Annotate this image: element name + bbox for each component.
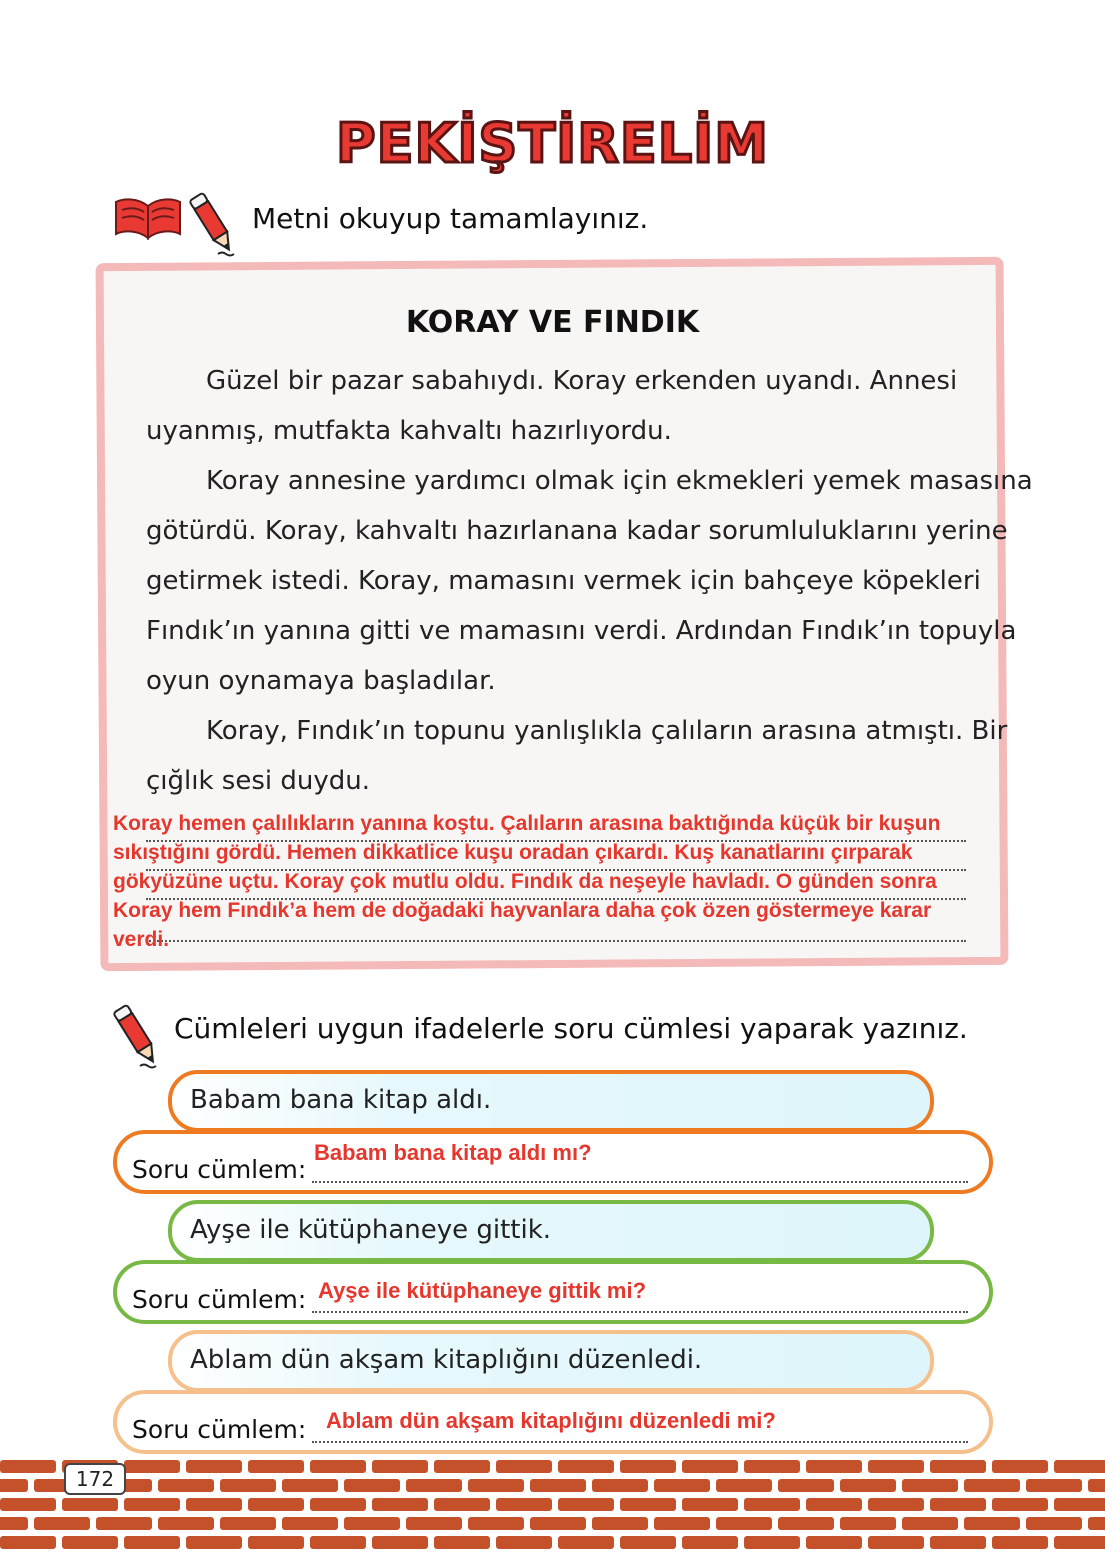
brick bbox=[372, 1460, 428, 1473]
brick bbox=[592, 1479, 648, 1492]
brick bbox=[372, 1536, 428, 1549]
brick bbox=[1088, 1479, 1105, 1492]
brick bbox=[592, 1517, 648, 1530]
brick bbox=[682, 1498, 738, 1511]
brick bbox=[344, 1517, 400, 1530]
open-book-icon bbox=[112, 196, 184, 240]
brick bbox=[496, 1498, 552, 1511]
brick bbox=[34, 1517, 90, 1530]
brick bbox=[248, 1536, 304, 1549]
brick bbox=[1026, 1517, 1082, 1530]
brick bbox=[310, 1460, 366, 1473]
brick bbox=[0, 1479, 28, 1492]
page-number: 172 bbox=[64, 1463, 126, 1495]
answer-line bbox=[312, 1311, 968, 1313]
brick bbox=[124, 1460, 180, 1473]
soru-label: Soru cümlem: bbox=[132, 1285, 307, 1314]
brick bbox=[654, 1517, 710, 1530]
brick bbox=[530, 1517, 586, 1530]
story-line: Fındık’ın yanına gitti ve mamasını verdi. Ardından Fındık’ın topuyla bbox=[146, 616, 1017, 646]
given-sentence: Ayşe ile kütüphaneye gittik. bbox=[190, 1215, 552, 1245]
brick bbox=[186, 1498, 242, 1511]
brick bbox=[1026, 1479, 1082, 1492]
brick bbox=[716, 1517, 772, 1530]
question-answer: Babam bana kitap aldı mı? bbox=[314, 1140, 592, 1165]
brick bbox=[992, 1460, 1048, 1473]
brick bbox=[806, 1536, 862, 1549]
brick bbox=[62, 1498, 118, 1511]
brick bbox=[744, 1460, 800, 1473]
story-line: Güzel bir pazar sabahıydı. Koray erkenden uyandı. Annesi bbox=[206, 366, 958, 396]
brick bbox=[124, 1498, 180, 1511]
brick bbox=[0, 1517, 28, 1530]
brick bbox=[248, 1460, 304, 1473]
brick bbox=[96, 1517, 152, 1530]
soru-label: Soru cümlem: bbox=[132, 1155, 307, 1184]
given-sentence: Babam bana kitap aldı. bbox=[190, 1085, 492, 1115]
question-answer: Ayşe ile kütüphaneye gittik mi? bbox=[318, 1278, 647, 1303]
brick bbox=[806, 1498, 862, 1511]
brick bbox=[620, 1536, 676, 1549]
story-answer-line: Koray hem Fındık’a hem de doğadaki hayvanlara daha çok özen göstermeye karar bbox=[113, 899, 932, 922]
brick bbox=[992, 1498, 1048, 1511]
story-line: Koray annesine yardımcı olmak için ekmekleri yemek masasına bbox=[206, 466, 1033, 496]
brick bbox=[220, 1517, 276, 1530]
story-line: Koray, Fındık’ın topunu yanlışlıkla çalıların arasına atmıştı. Bir bbox=[206, 716, 1008, 746]
brick bbox=[558, 1460, 614, 1473]
brick bbox=[930, 1498, 986, 1511]
brick bbox=[282, 1479, 338, 1492]
brick bbox=[406, 1479, 462, 1492]
story-answer-line: Koray hemen çalılıkların yanına koştu. Çalıların arasına baktığında küçük bir kuşun bbox=[113, 812, 941, 835]
brick bbox=[778, 1517, 834, 1530]
brick bbox=[778, 1479, 834, 1492]
brick bbox=[282, 1517, 338, 1530]
brick bbox=[744, 1536, 800, 1549]
brick bbox=[806, 1460, 862, 1473]
brick bbox=[124, 1536, 180, 1549]
page-title: PEKİŞTİRELİM bbox=[336, 112, 769, 175]
brick bbox=[682, 1536, 738, 1549]
answer-line bbox=[312, 1181, 968, 1183]
brick bbox=[496, 1460, 552, 1473]
pencil-icon bbox=[112, 1000, 162, 1072]
brick bbox=[434, 1498, 490, 1511]
brick bbox=[558, 1498, 614, 1511]
brick bbox=[620, 1460, 676, 1473]
pencil-icon bbox=[188, 188, 238, 260]
brick bbox=[840, 1517, 896, 1530]
brick-wall-footer bbox=[0, 1460, 1105, 1559]
brick bbox=[186, 1536, 242, 1549]
brick bbox=[930, 1536, 986, 1549]
brick bbox=[468, 1517, 524, 1530]
soru-label: Soru cümlem: bbox=[132, 1415, 307, 1444]
brick bbox=[372, 1498, 428, 1511]
brick bbox=[964, 1479, 1020, 1492]
brick bbox=[902, 1517, 958, 1530]
brick bbox=[744, 1498, 800, 1511]
brick bbox=[220, 1479, 276, 1492]
story-title: KORAY VE FINDIK bbox=[405, 305, 700, 340]
brick bbox=[158, 1517, 214, 1530]
brick bbox=[868, 1498, 924, 1511]
brick bbox=[344, 1479, 400, 1492]
answer-line bbox=[312, 1441, 968, 1443]
brick bbox=[964, 1517, 1020, 1530]
instruction-read-complete: Metni okuyup tamamlayınız. bbox=[252, 202, 649, 235]
brick bbox=[1088, 1517, 1105, 1530]
story-answer-line: sıkıştığını gördü. Hemen dikkatlice kuşu oradan çıkardı. Kuş kanatlarını çırparak bbox=[113, 841, 913, 864]
given-sentence: Ablam dün akşam kitaplığını düzenledi. bbox=[190, 1345, 703, 1375]
brick bbox=[248, 1498, 304, 1511]
brick bbox=[434, 1460, 490, 1473]
brick bbox=[716, 1479, 772, 1492]
story-line: uyanmış, mutfakta kahvaltı hazırlıyordu. bbox=[146, 416, 672, 446]
brick bbox=[682, 1460, 738, 1473]
brick bbox=[992, 1536, 1048, 1549]
brick bbox=[496, 1536, 552, 1549]
story-line: götürdü. Koray, kahvaltı hazırlanana kadar sorumluluklarını yerine bbox=[146, 516, 1008, 546]
brick bbox=[310, 1498, 366, 1511]
writing-line bbox=[146, 940, 966, 942]
brick bbox=[434, 1536, 490, 1549]
brick bbox=[868, 1460, 924, 1473]
brick bbox=[558, 1536, 614, 1549]
brick bbox=[310, 1536, 366, 1549]
story-line: çığlık sesi duydu. bbox=[146, 766, 370, 796]
brick bbox=[0, 1460, 56, 1473]
question-answer: Ablam dün akşam kitaplığını düzenledi mi? bbox=[326, 1408, 776, 1433]
brick bbox=[0, 1536, 56, 1549]
brick bbox=[186, 1460, 242, 1473]
story-answer-line: verdi. bbox=[113, 928, 170, 951]
story-line: oyun oynamaya başladılar. bbox=[146, 666, 496, 696]
brick bbox=[620, 1498, 676, 1511]
brick bbox=[0, 1498, 56, 1511]
brick bbox=[62, 1536, 118, 1549]
brick bbox=[158, 1479, 214, 1492]
brick bbox=[902, 1479, 958, 1492]
brick bbox=[1054, 1460, 1105, 1473]
brick bbox=[530, 1479, 586, 1492]
instruction-question-sentences: Cümleleri uygun ifadelerle soru cümlesi yaparak yazınız. bbox=[174, 1012, 968, 1045]
brick bbox=[868, 1536, 924, 1549]
brick bbox=[1054, 1498, 1105, 1511]
brick bbox=[1054, 1536, 1105, 1549]
brick bbox=[468, 1479, 524, 1492]
story-line: getirmek istedi. Koray, mamasını vermek için bahçeye köpekleri bbox=[146, 566, 981, 596]
brick bbox=[406, 1517, 462, 1530]
story-answer-line: gökyüzüne uçtu. Koray çok mutlu oldu. Fındık da neşeyle havladı. O günden sonra bbox=[113, 870, 937, 893]
brick bbox=[654, 1479, 710, 1492]
brick bbox=[840, 1479, 896, 1492]
brick bbox=[930, 1460, 986, 1473]
